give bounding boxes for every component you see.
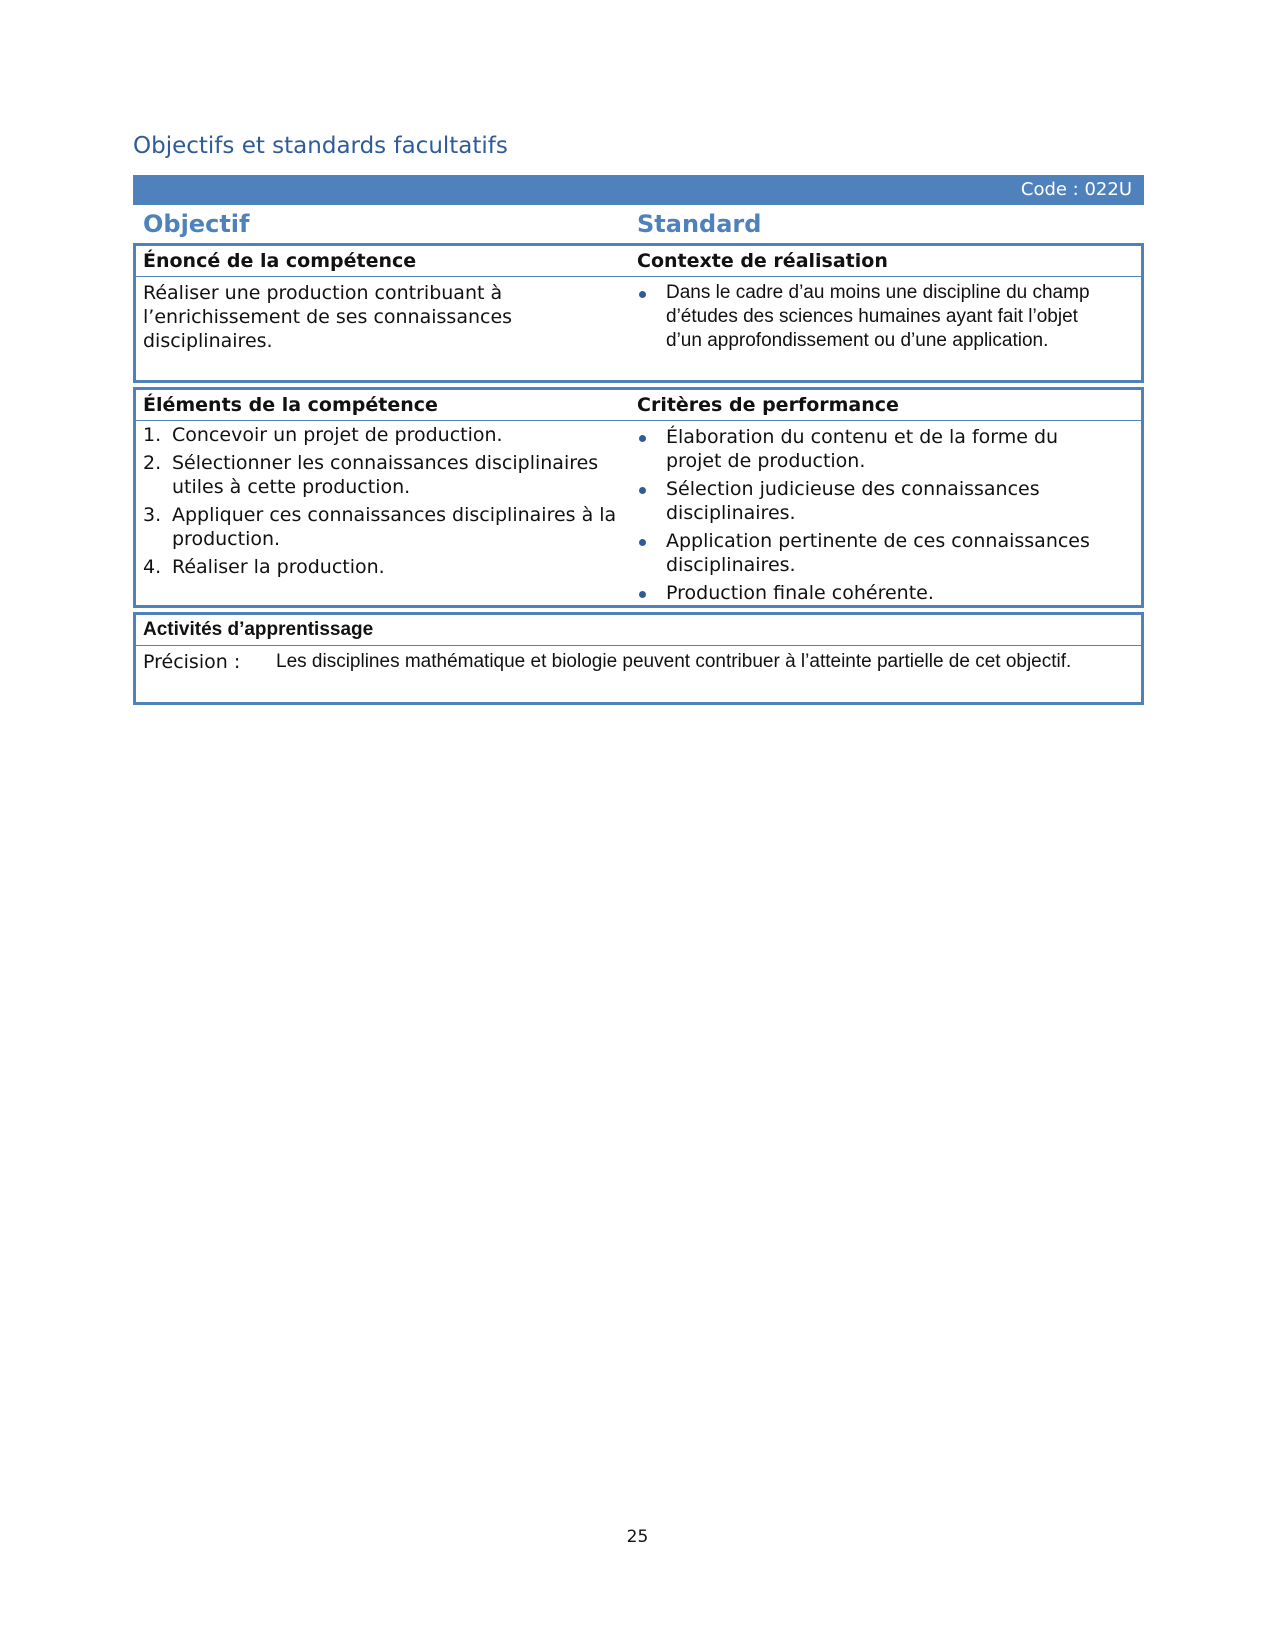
activites-header: Activités d’apprentissage	[143, 619, 374, 640]
code-bar	[133, 175, 1144, 205]
critere-item	[637, 477, 1111, 525]
code-label: Code : 022U	[1020, 179, 1132, 200]
page-title: Objectifs et standards facultatifs	[133, 133, 508, 159]
element-item	[143, 451, 617, 499]
elements-list	[136, 423, 637, 605]
precision-label: Précision :	[143, 651, 241, 673]
standard-heading: Standard	[637, 210, 762, 238]
bullet-icon	[639, 435, 646, 442]
elements-header: Éléments de la compétence	[143, 394, 438, 416]
criteres-list	[637, 423, 1141, 605]
bullet-icon	[639, 487, 646, 494]
enonce-text: Réaliser une production contribuant à l’enrichissement de ses connaissances disciplinaires.	[143, 282, 513, 352]
criteres-header: Critères de performance	[637, 394, 899, 416]
bullet-icon	[639, 539, 646, 546]
critere-text: Application pertinente de ces connaissances disciplinaires.	[666, 530, 1090, 576]
contexte-header: Contexte de réalisation	[637, 250, 888, 272]
enonce-body-row	[136, 277, 1141, 353]
element-text: Appliquer ces connaissances disciplinaires à la production.	[172, 504, 617, 550]
precision-row	[136, 646, 1141, 682]
element-text: Sélectionner les connaissances disciplinaires utiles à cette production.	[172, 452, 599, 498]
contexte-list	[637, 281, 1141, 353]
page-number: 25	[626, 1527, 649, 1547]
element-number: 2.	[143, 452, 162, 474]
contexte-item	[637, 281, 1111, 353]
critere-text: Production finale cohérente.	[666, 582, 934, 604]
element-item	[143, 503, 617, 551]
enonce-header: Énoncé de la compétence	[143, 250, 417, 272]
element-number: 1.	[143, 424, 162, 446]
column-headings	[133, 205, 1144, 243]
element-number: 4.	[143, 556, 162, 578]
element-item	[143, 423, 617, 447]
critere-item	[637, 529, 1111, 577]
element-item	[143, 555, 617, 579]
enonce-header-row	[136, 246, 1141, 277]
critere-text: Élaboration du contenu et de la forme du projet de production.	[666, 426, 1059, 472]
precision-text: Les disciplines mathématique et biologie peuvent contribuer à l’atteinte partielle de cet objectif.	[276, 651, 1072, 672]
activites-header-row	[136, 615, 1141, 646]
critere-text: Sélection judicieuse des connaissances disciplinaires.	[666, 478, 1040, 524]
activites-section	[133, 612, 1144, 705]
element-text: Concevoir un projet de production.	[172, 424, 503, 446]
objectif-heading: Objectif	[143, 210, 250, 238]
enonce-section	[133, 243, 1144, 383]
contexte-item-text: Dans le cadre d’au moins une discipline du champ d’études des sciences humaines ayant fait l’objet d’un approfondissement ou d’une application.	[666, 282, 1090, 351]
elements-body-row	[136, 421, 1141, 605]
critere-item	[637, 581, 1111, 605]
bullet-icon	[639, 291, 646, 298]
competency-sheet	[133, 175, 1144, 709]
element-text: Réaliser la production.	[172, 556, 385, 578]
critere-item	[637, 425, 1111, 473]
bullet-icon	[639, 591, 646, 598]
element-number: 3.	[143, 504, 162, 526]
elements-section	[133, 387, 1144, 608]
elements-header-row	[136, 390, 1141, 421]
